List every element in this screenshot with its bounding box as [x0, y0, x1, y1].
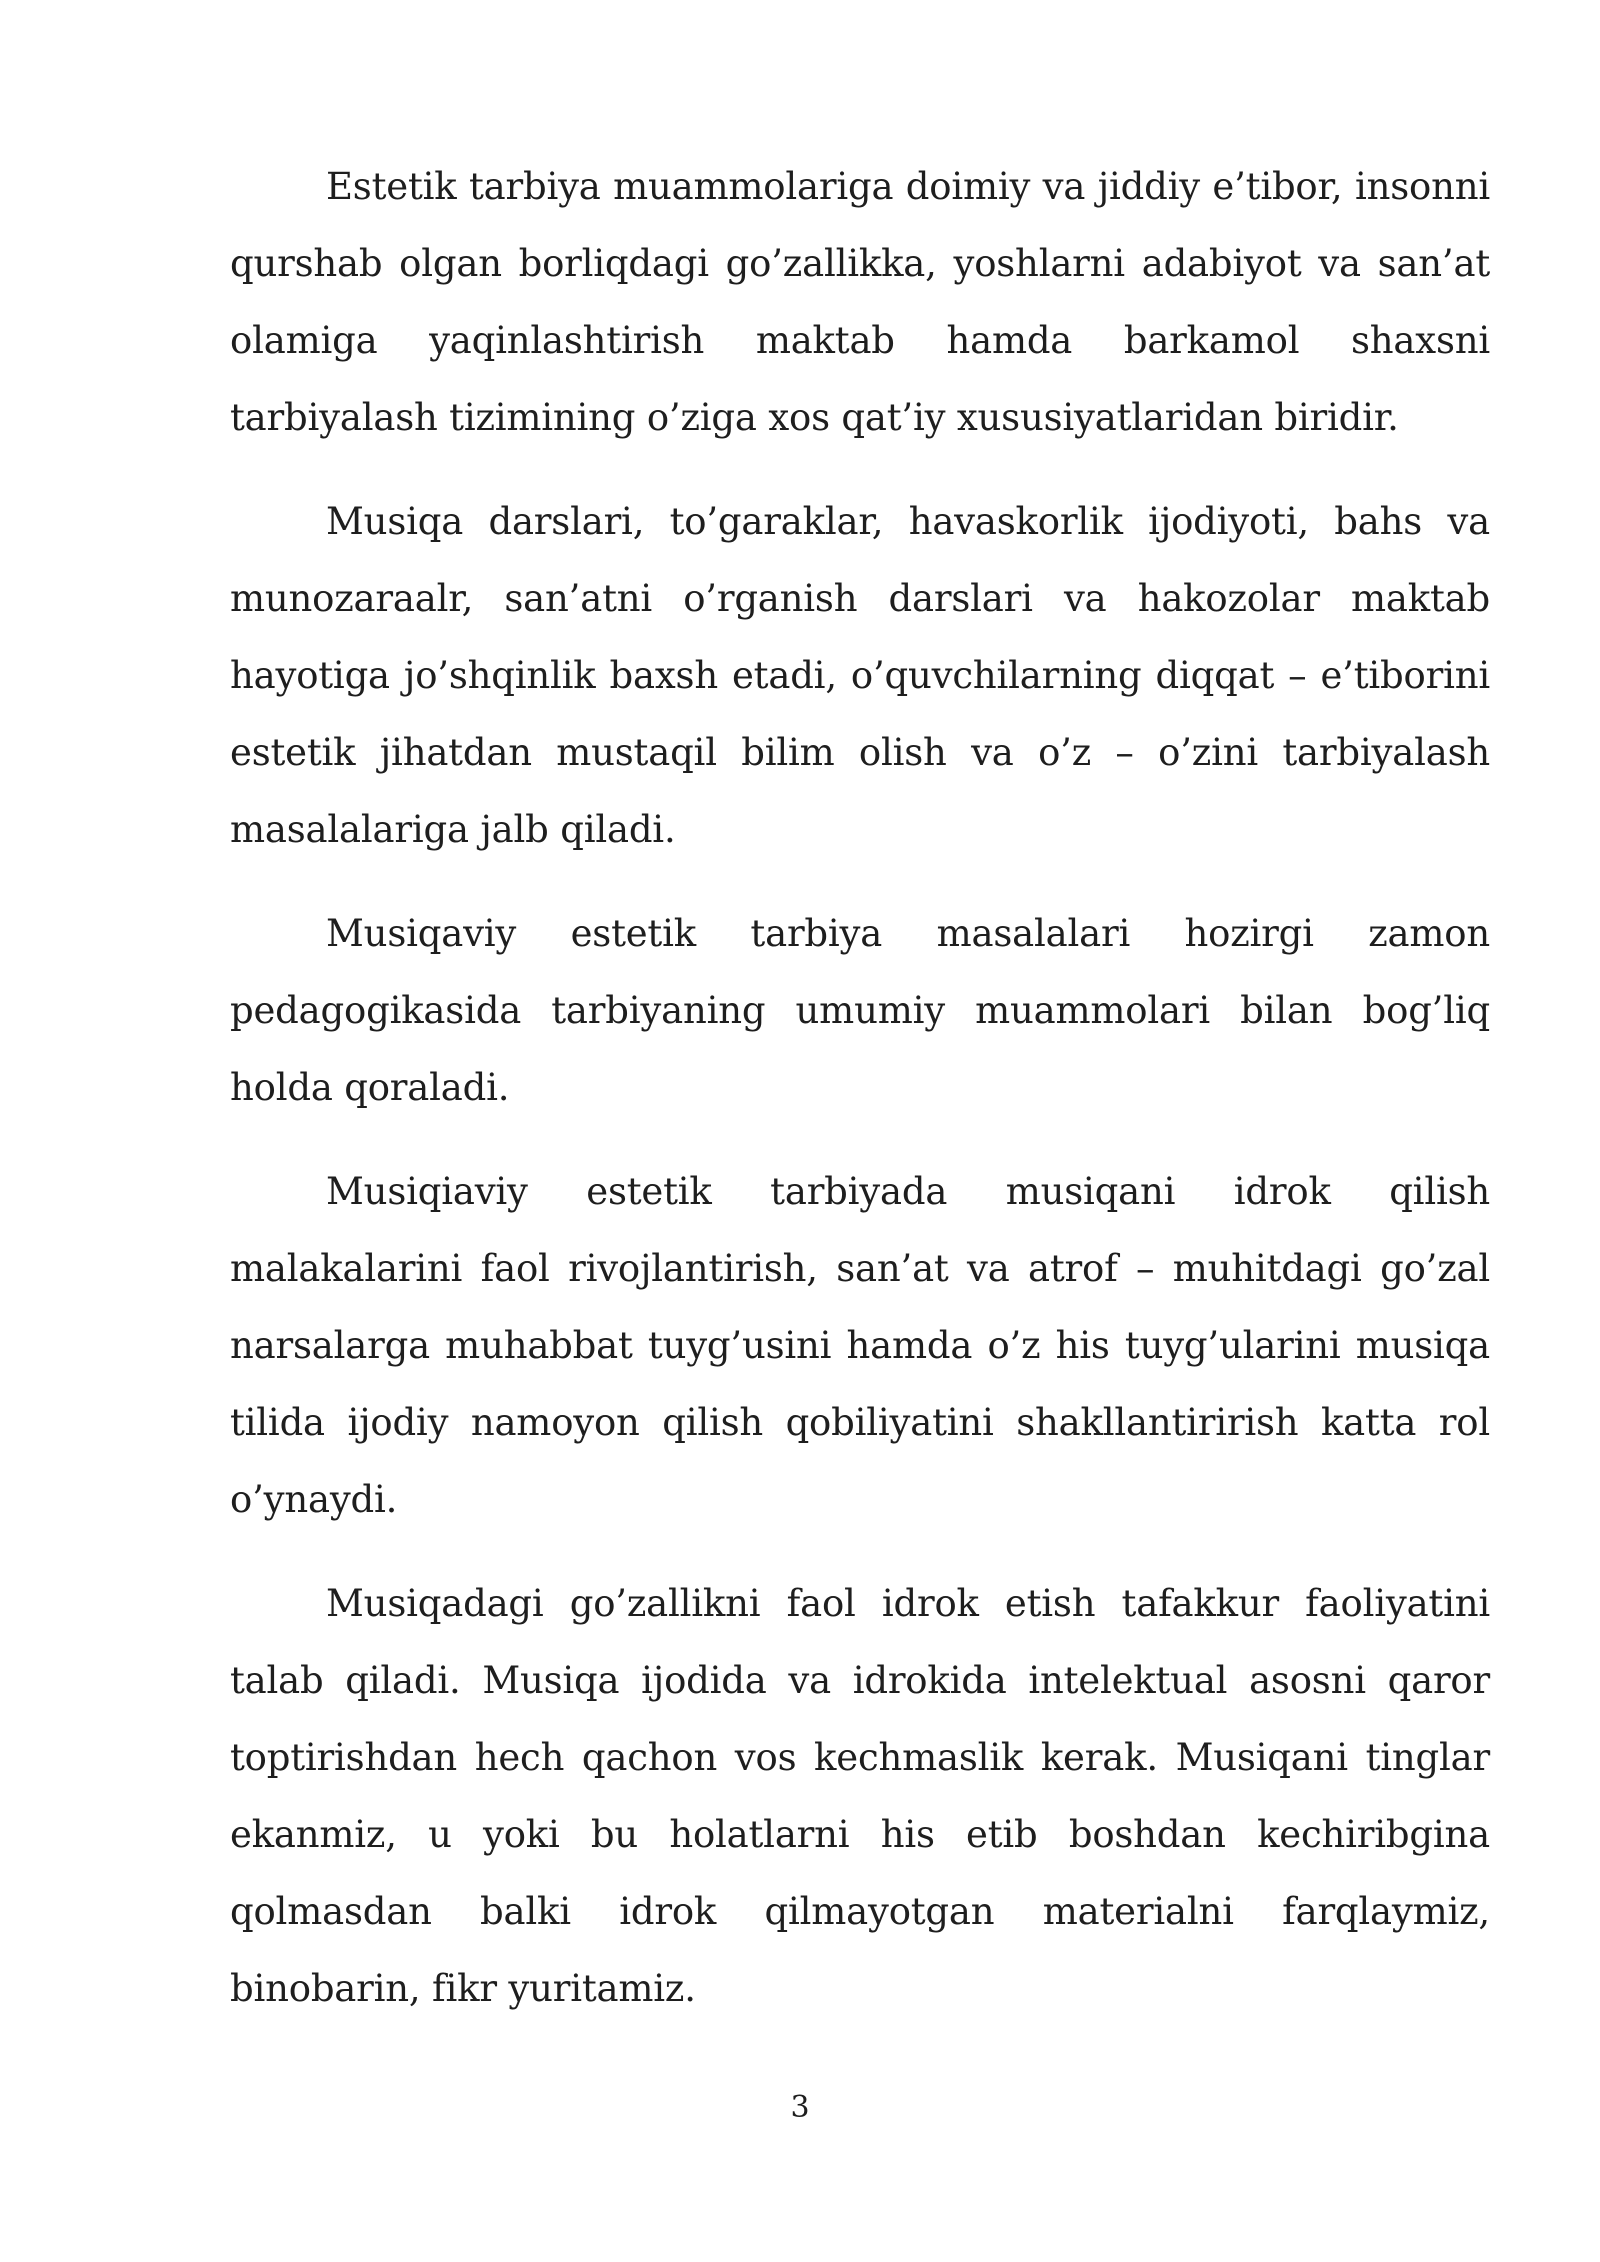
document-body	[230, 148, 1490, 2054]
paragraph-3: Musiqaviy estetik tarbiya masalalari hozirgi zamon pedagogikasida tarbiyaning umumiy muammolari bilan bog’liq holda qoraladi.	[230, 912, 1490, 1109]
paragraph-1: Estetik tarbiya muammolariga doimiy va jiddiy e’tibor, insonni qurshab olgan borliqdagi go’zallikka, yoshlarni adabiyot va san’at olamiga yaqinlashtirish maktab hamda barkamol shaxsni tarbiyalash tizimining o’ziga xos qat’iy xususiyatlaridan biridir.	[230, 165, 1490, 439]
paragraph-5: Musiqadagi go’zallikni faol idrok etish tafakkur faoliyatini talab qiladi. Musiqa ijodida va idrokida intelektual asosni qaror toptirishdan hech qachon vos kechmaslik kerak. Musiqani tinglar ekanmiz, u yoki bu holatlarni his etib boshdan kechiribgina qolmasdan balki idrok qilmayotgan materialni farqlaymiz, binobarin, fikr yuritamiz.	[230, 1582, 1490, 2010]
page-number: 3	[790, 2090, 810, 2125]
paragraph-4: Musiqiaviy estetik tarbiyada musiqani idrok qilish malakalarini faol rivojlantirish, san’at va atrof – muhitdagi go’zal narsalarga muhabbat tuyg’usini hamda o’z his tuyg’ularini musiqa tilida ijodiy namoyon qilish qobiliyatini shakllantirirish katta rol o’ynaydi.	[230, 1170, 1490, 1521]
paragraph-2: Musiqa darslari, to’garaklar, havaskorlik ijodiyoti, bahs va munozaraalr, san’atni o’rganish darslari va hakozolar maktab hayotiga jo’shqinlik baxsh etadi, o’quvchilarning diqqat – e’tiborini estetik jihatdan mustaqil bilim olish va o’z – o’zini tarbiyalash masalalariga jalb qiladi.	[230, 500, 1490, 851]
